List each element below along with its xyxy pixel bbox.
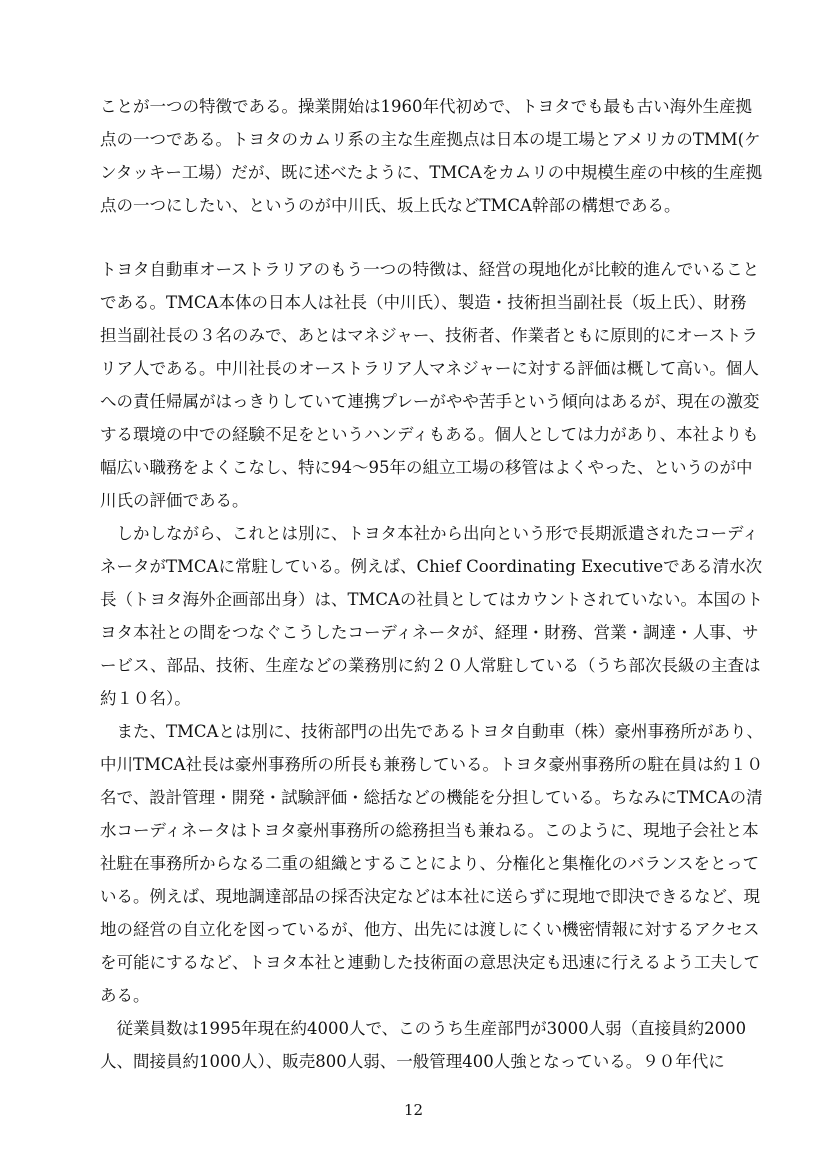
text-line: いる。例えば、現地調達部品の採否決定などは本社に送らずに現地で即決できるなど、現: [100, 887, 760, 906]
text-line: 水コーディネータはトヨタ豪州事務所の総務担当も兼ねる。このように、現地子会社と本: [100, 821, 759, 840]
text-line: 地の経営の自立化を図っているが、他方、出先には渡しにくい機密情報に対するアクセス: [100, 920, 760, 939]
text-line: 社駐在事務所からなる二重の組織とすることにより、分権化と集権化のバランスをとって: [100, 854, 760, 873]
text-line: 担当副社長の３名のみで、あとはマネジャー、技術者、作業者ともに原則的にオーストラ: [100, 326, 758, 345]
text-line: また、TMCAとは別に、技術部門の出先であるトヨタ自動車（株）豪州事務所があり、: [100, 722, 763, 741]
text-line: しかしながら、これとは別に、トヨタ本社から出向という形で長期派遣されたコーディ: [100, 524, 759, 543]
text-line: ネータがTMCAに常駐している。例えば、Chief Coordinating Executiveである清水次: [100, 557, 763, 576]
text-line: への責任帰属がはっきりしていて連携プレーがやや苦手という傾向はあるが、現在の激変: [100, 392, 760, 411]
text-line: 約１０名）。: [100, 689, 191, 708]
text-line: を可能にするなど、トヨタ本社と連動した技術面の意思決定も迅速に行えるよう工夫して: [100, 953, 760, 972]
text-line: ンタッキー工場）だが、既に述べたように、TMCAをカムリの中規模生産の中核的生産拠: [100, 163, 763, 182]
text-line: リア人である。中川社長のオーストラリア人マネジャーに対する評価は概して高い。個人: [100, 359, 759, 378]
text-line: 川氏の評価である。: [100, 491, 249, 510]
text-line: ヨタ本社との間をつなぐこうしたコーディネータが、経理・財務、営業・調達・人事、サ: [100, 623, 759, 642]
text-line: ービス、部品、技術、生産などの業務別に約２０人常駐している（うち部次長級の主査は: [100, 656, 761, 675]
text-line: 長（トヨタ海外企画部出身）は、TMCAの社員としてはカウントされていない。本国のト: [100, 590, 763, 609]
page-number: 12: [403, 1101, 424, 1119]
text-line: 中川TMCA社長は豪州事務所の所長も兼務している。トヨタ豪州事務所の駐在員は約１０: [100, 755, 763, 774]
text-line: ある。: [100, 986, 150, 1005]
text-line: 人、間接員約1000人）、販売800人弱、一般管理400人強となっている。９０年代に: [100, 1052, 725, 1071]
text-line: 幅広い職務をよくこなし、特に94～95年の組立工場の移管はよくやった、というのが中: [100, 458, 753, 477]
text-line: 従業員数は1995年現在約4000人で、このうち生産部門が3000人弱（直接員約2000: [100, 1019, 747, 1038]
text-line: トヨタ自動車オーストラリアのもう一つの特徴は、経営の現地化が比較的進んでいること: [100, 260, 760, 279]
text-line: 点の一つにしたい、というのが中川氏、坂上氏などTMCA幹部の構想である。: [100, 196, 681, 215]
text-line: 名で、設計管理・開発・試験評価・総括などの機能を分担している。ちなみにTMCAの清: [100, 788, 763, 807]
text-line: である。TMCA本体の日本人は社長（中川氏）、製造・技術担当副社長（坂上氏）、財務: [100, 293, 747, 312]
text-line: ことが一つの特徴である。操業開始は1960年代初めで、トヨタでも最も古い海外生産拠: [100, 97, 753, 116]
text-line: する環境の中での経験不足をというハンディもある。個人としては力があり、本社よりも: [100, 425, 759, 444]
text-line: 点の一つである。トヨタのカムリ系の主な生産拠点は日本の堤工場とアメリカのTMM(ケ: [100, 130, 761, 149]
